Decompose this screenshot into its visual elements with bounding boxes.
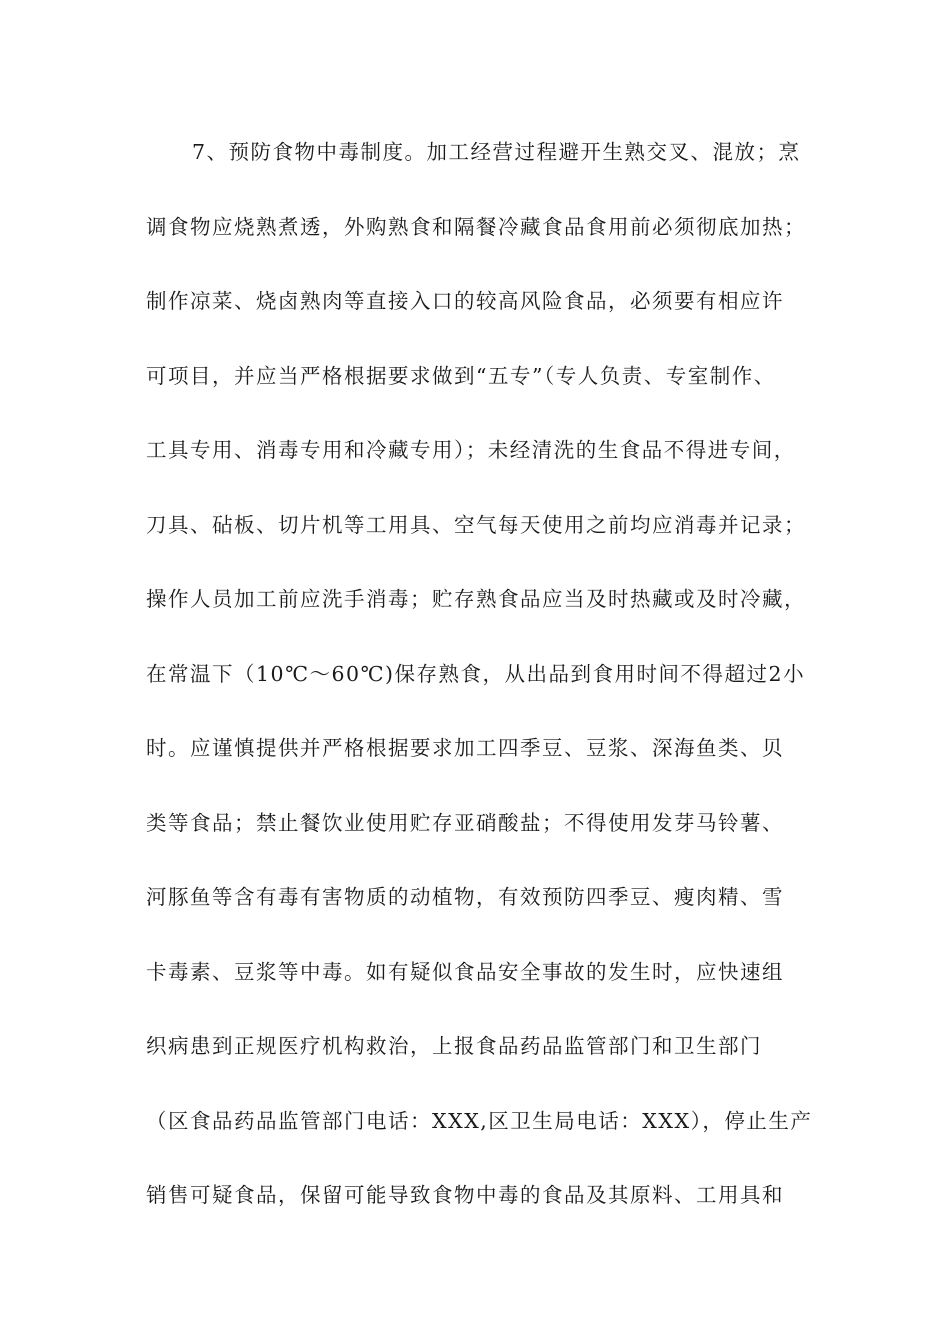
paragraph-line: 销售可疑食品，保留可能导致食物中毒的食品及其原料、工用具和: [146, 1183, 784, 1207]
paragraph-line: 可项目，并应当严格根据要求做到“五专”（专人负责、专室制作、: [146, 363, 776, 388]
paragraph-line: 7、预防食物中毒制度。加工经营过程避开生熟交叉、混放；烹: [192, 140, 801, 164]
paragraph-line: 织病患到正规医疗机构救治，上报食品药品监管部门和卫生部门: [146, 1034, 762, 1058]
paragraph-line: 调食物应烧熟煮透，外购熟食和隔餐冷藏食品食用前必须彻底加热；: [146, 214, 806, 239]
paragraph-line: 卡毒素、豆浆等中毒。如有疑似食品安全事故的发生时，应快速组: [146, 959, 784, 984]
paragraph-line: 河豚鱼等含有毒有害物质的动植物，有效预防四季豆、瘦肉精、雪: [146, 885, 784, 909]
paragraph-line: 刀具、砧板、切片机等工用具、空气每天使用之前均应消毒并记录；: [146, 512, 806, 537]
paragraph-line: 在常温下（10℃～60℃)保存熟食，从出品到食用时间不得超过2小: [146, 661, 806, 686]
paragraph-line: 操作人员加工前应洗手消毒；贮存熟食品应当及时热藏或及时冷藏，: [146, 587, 806, 611]
paragraph-line: 制作凉菜、烧卤熟肉等直接入口的较高风险食品，必须要有相应许: [146, 289, 784, 313]
paragraph-line: （区食品药品监管部门电话：XXX,区卫生局电话：XXX），停止生产: [146, 1108, 813, 1133]
body-paragraph: [146, 130, 816, 1248]
paragraph-line: 工具专用、消毒专用和冷藏专用）；未经清洗的生食品不得进专间，: [146, 438, 796, 462]
paragraph-line: 时。应谨慎提供并严格根据要求加工四季豆、豆浆、深海鱼类、贝: [146, 736, 784, 760]
paragraph-line: 类等食品；禁止餐饮业使用贮存亚硝酸盐；不得使用发芽马铃薯、: [146, 810, 784, 835]
